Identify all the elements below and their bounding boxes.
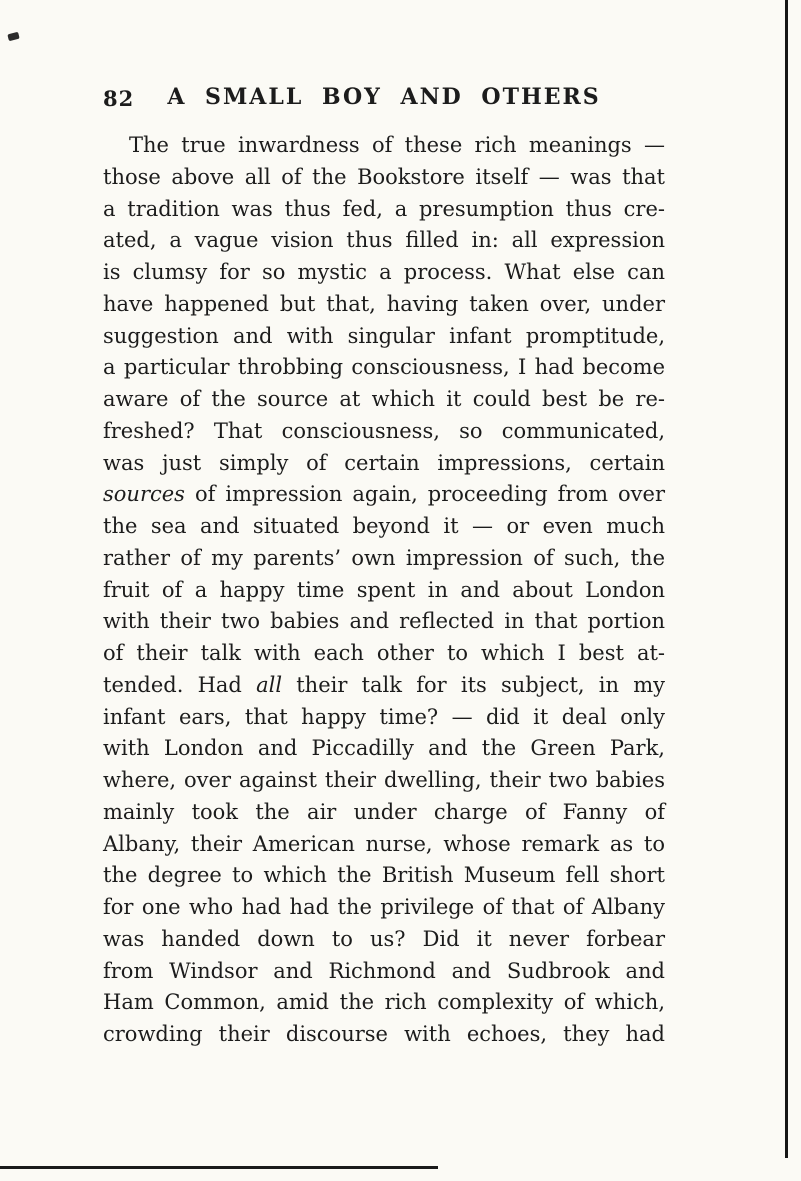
text-line: is clumsy for so mystic a process. What else can (103, 260, 665, 284)
text-line: was just simply of certain impressions, certain (103, 450, 665, 475)
text-line: with London and Piccadilly and the Green Park, (103, 736, 665, 761)
text-line: where, over against their dwelling, their two babies (103, 768, 665, 792)
text-line: with their two babies and reflected in that portion (103, 609, 665, 634)
paragraph (103, 130, 665, 1051)
text-line: Albany, their American nurse, whose remark as to (103, 831, 665, 856)
text-line: The true inwardness of these rich meanings — (129, 133, 665, 157)
scan-corner-mark (7, 32, 19, 41)
text-line: freshed? That consciousness, so communicated, (103, 418, 665, 443)
text-line: from Windsor and Richmond and Sudbrook and (103, 958, 665, 983)
text-line: fruit of a happy time spent in and about London (103, 577, 665, 602)
text-line: ated, a vague vision thus filled in: all expression (103, 228, 665, 253)
page-number: 82 (103, 86, 135, 111)
text-line: those above all of the Bookstore itself — was that (103, 164, 665, 189)
scan-bottom-line (0, 1166, 438, 1169)
text-line: was handed down to us? Did it never forbear (103, 926, 665, 951)
scan-edge-right-line (785, 0, 788, 1158)
text-line: Ham Common, amid the rich complexity of which, (103, 990, 665, 1015)
text-line: aware of the source at which it could best be re- (103, 387, 665, 411)
text-line: infant ears, that happy time? — did it deal only (103, 704, 665, 729)
text-line: the sea and situated beyond it — or even much (103, 514, 665, 538)
text-line: a tradition was thus fed, a presumption thus cre- (103, 196, 665, 221)
text-line: suggestion and with singular infant promptitude, (103, 323, 665, 348)
text-line: of their talk with each other to which I best at- (103, 641, 665, 665)
text-line: crowding their discourse with echoes, they had (103, 1022, 665, 1046)
running-title: A SMALL BOY AND OTHERS (167, 84, 601, 110)
text-line: mainly took the air under charge of Fanny of (103, 799, 665, 824)
text-line: sources of impression again, proceeding from over (103, 482, 665, 507)
text-line: have happened but that, having taken over, under (103, 291, 665, 316)
page-header (103, 84, 665, 116)
text-line: tended. Had all their talk for its subject, in my (103, 672, 665, 697)
text-line: a particular throbbing consciousness, I had become (103, 355, 665, 380)
text-line: the degree to which the British Museum fell short (103, 863, 665, 888)
text-line: rather of my parents’ own impression of such, the (103, 545, 665, 570)
text-line: for one who had had the privilege of that of Albany (103, 895, 665, 919)
